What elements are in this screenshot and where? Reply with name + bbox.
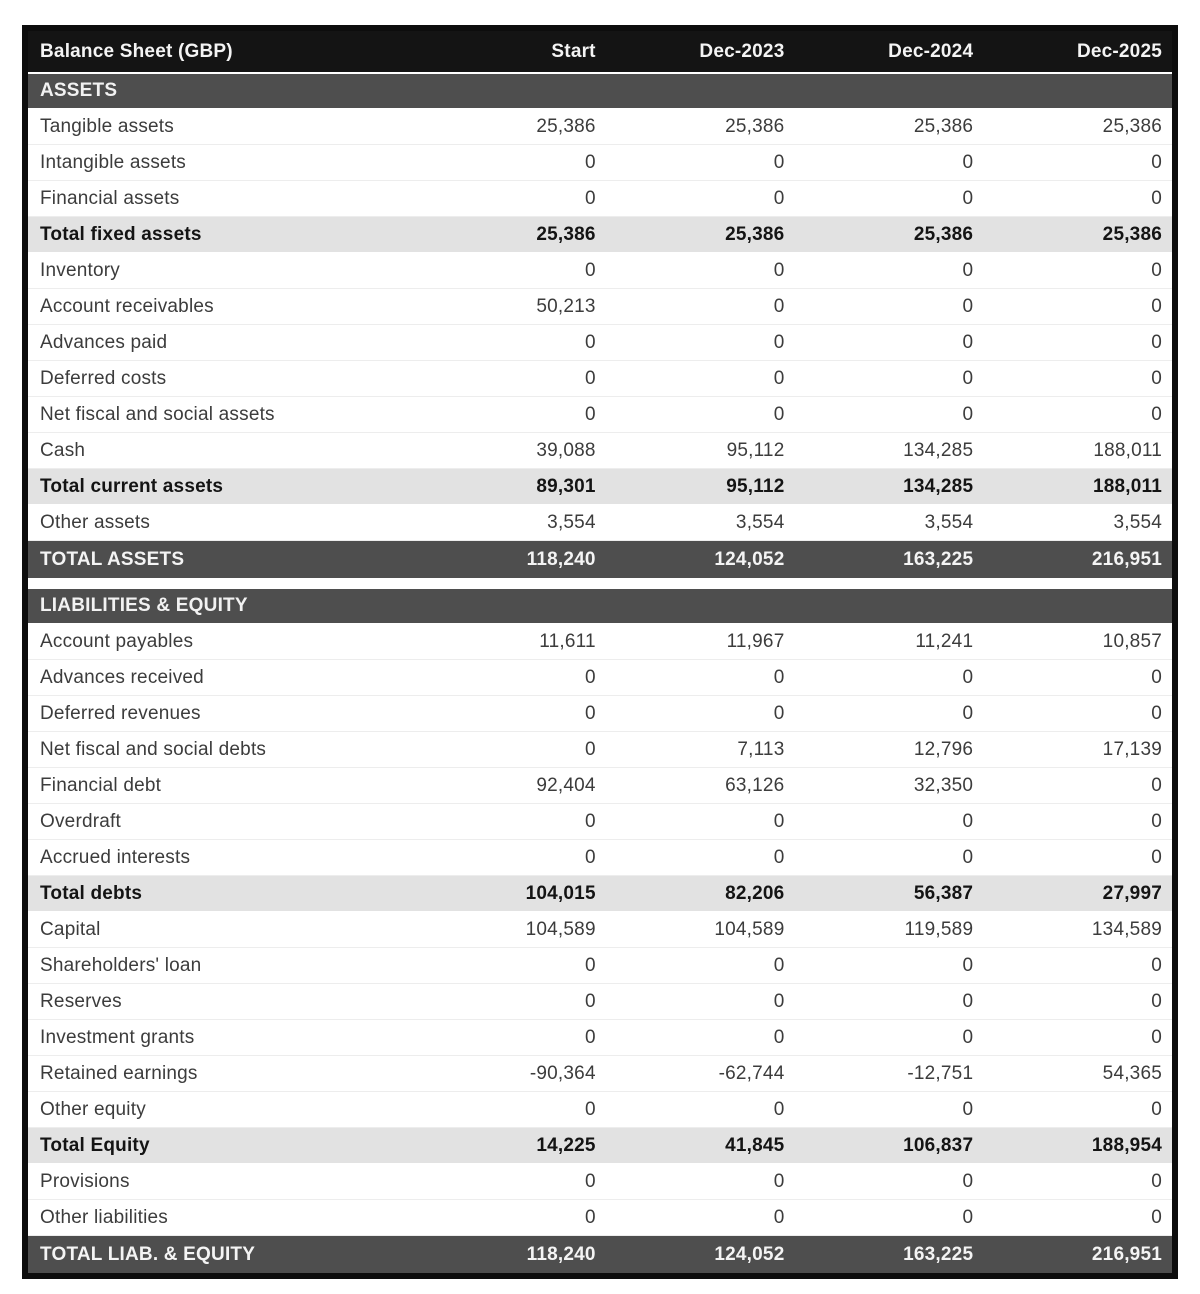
table-row	[28, 505, 1172, 541]
cell-value: 89,301	[417, 469, 606, 505]
cell-value: 134,589	[983, 912, 1172, 948]
column-header-dec2023: Dec-2023	[606, 31, 795, 73]
cell-value: 0	[794, 1092, 983, 1128]
cell-value: 0	[794, 840, 983, 876]
subtotal-row	[28, 217, 1172, 253]
row-label: Other equity	[28, 1092, 417, 1128]
subtotal-row	[28, 469, 1172, 505]
cell-value: 0	[417, 361, 606, 397]
cell-value: 0	[606, 361, 795, 397]
cell-value: -62,744	[606, 1056, 795, 1092]
cell-value: 0	[983, 253, 1172, 289]
cell-value: 11,241	[794, 624, 983, 660]
table-row	[28, 696, 1172, 732]
table-header-row	[28, 31, 1172, 73]
cell-value: 0	[606, 804, 795, 840]
cell-value: 119,589	[794, 912, 983, 948]
cell-value: 95,112	[606, 469, 795, 505]
table-row	[28, 840, 1172, 876]
cell-value: 41,845	[606, 1128, 795, 1164]
row-label: Accrued interests	[28, 840, 417, 876]
section-header-row	[28, 73, 1172, 109]
cell-value: 7,113	[606, 732, 795, 768]
cell-value: 3,554	[794, 505, 983, 541]
cell-value: 12,796	[794, 732, 983, 768]
cell-value: 56,387	[794, 876, 983, 912]
cell-value: 0	[606, 145, 795, 181]
cell-value: 0	[794, 660, 983, 696]
cell-value: 39,088	[417, 433, 606, 469]
cell-value: 104,589	[606, 912, 795, 948]
cell-value: 0	[983, 361, 1172, 397]
cell-value: 10,857	[983, 624, 1172, 660]
column-header-dec2024: Dec-2024	[794, 31, 983, 73]
cell-value: 0	[417, 984, 606, 1020]
cell-value: 0	[417, 145, 606, 181]
table-row	[28, 253, 1172, 289]
row-label: Total fixed assets	[28, 217, 417, 253]
row-label: Retained earnings	[28, 1056, 417, 1092]
cell-value: 0	[794, 1164, 983, 1200]
cell-value: 134,285	[794, 433, 983, 469]
cell-value: 0	[794, 253, 983, 289]
row-label: Net fiscal and social assets	[28, 397, 417, 433]
cell-value: 0	[983, 181, 1172, 217]
table-row	[28, 1164, 1172, 1200]
cell-value: 0	[417, 696, 606, 732]
cell-value: 25,386	[983, 217, 1172, 253]
cell-value: 0	[417, 1164, 606, 1200]
row-label: Intangible assets	[28, 145, 417, 181]
cell-value: 0	[983, 840, 1172, 876]
cell-value: 0	[606, 696, 795, 732]
cell-value: 11,967	[606, 624, 795, 660]
table-row	[28, 804, 1172, 840]
cell-value: 0	[417, 660, 606, 696]
cell-value: 25,386	[606, 109, 795, 145]
cell-value: 188,011	[983, 469, 1172, 505]
subtotal-row	[28, 876, 1172, 912]
cell-value: 0	[794, 1020, 983, 1056]
cell-value: 163,225	[794, 1236, 983, 1274]
total-row	[28, 541, 1172, 579]
cell-value: 0	[983, 1092, 1172, 1128]
cell-value: 118,240	[417, 1236, 606, 1274]
cell-value: 0	[983, 289, 1172, 325]
row-label: Total current assets	[28, 469, 417, 505]
table-row	[28, 912, 1172, 948]
cell-value: 0	[983, 1020, 1172, 1056]
cell-value: 25,386	[417, 109, 606, 145]
cell-value: 0	[983, 325, 1172, 361]
row-label: Overdraft	[28, 804, 417, 840]
cell-value: 188,011	[983, 433, 1172, 469]
cell-value: 0	[794, 145, 983, 181]
row-label: TOTAL LIAB. & EQUITY	[28, 1236, 417, 1274]
cell-value: 25,386	[606, 217, 795, 253]
cell-value: 0	[794, 361, 983, 397]
cell-value: 25,386	[794, 217, 983, 253]
cell-value: 163,225	[794, 541, 983, 579]
cell-value: 0	[417, 732, 606, 768]
cell-value: 92,404	[417, 768, 606, 804]
table-row	[28, 1200, 1172, 1236]
row-label: Financial debt	[28, 768, 417, 804]
cell-value: 0	[983, 984, 1172, 1020]
cell-value: 95,112	[606, 433, 795, 469]
table-row	[28, 397, 1172, 433]
cell-value: 0	[794, 1200, 983, 1236]
cell-value: 0	[794, 181, 983, 217]
cell-value: 0	[794, 397, 983, 433]
cell-value: 0	[606, 840, 795, 876]
table-row	[28, 660, 1172, 696]
table-title: Balance Sheet (GBP)	[28, 31, 417, 73]
row-label: Investment grants	[28, 1020, 417, 1056]
table-row	[28, 624, 1172, 660]
cell-value: 0	[983, 397, 1172, 433]
cell-value: 124,052	[606, 1236, 795, 1274]
cell-value: 63,126	[606, 768, 795, 804]
cell-value: 0	[794, 984, 983, 1020]
table-row	[28, 1056, 1172, 1092]
cell-value: 0	[983, 768, 1172, 804]
cell-value: 104,589	[417, 912, 606, 948]
cell-value: 14,225	[417, 1128, 606, 1164]
row-label: Deferred costs	[28, 361, 417, 397]
cell-value: 216,951	[983, 1236, 1172, 1274]
cell-value: 0	[983, 660, 1172, 696]
section-spacer	[28, 578, 1172, 588]
cell-value: 25,386	[417, 217, 606, 253]
total-row	[28, 1236, 1172, 1274]
cell-value: 216,951	[983, 541, 1172, 579]
cell-value: 0	[417, 181, 606, 217]
row-label: TOTAL ASSETS	[28, 541, 417, 579]
cell-value: 0	[983, 145, 1172, 181]
row-label: Total debts	[28, 876, 417, 912]
row-label: Tangible assets	[28, 109, 417, 145]
cell-value: 25,386	[794, 109, 983, 145]
cell-value: 0	[606, 325, 795, 361]
row-label: Inventory	[28, 253, 417, 289]
cell-value: -90,364	[417, 1056, 606, 1092]
row-label: Other liabilities	[28, 1200, 417, 1236]
cell-value: 0	[983, 1164, 1172, 1200]
row-label: Net fiscal and social debts	[28, 732, 417, 768]
table-row	[28, 732, 1172, 768]
row-label: Cash	[28, 433, 417, 469]
cell-value: 0	[794, 325, 983, 361]
cell-value: 0	[983, 696, 1172, 732]
row-label: Advances paid	[28, 325, 417, 361]
cell-value: 0	[417, 325, 606, 361]
row-label: Advances received	[28, 660, 417, 696]
cell-value: 54,365	[983, 1056, 1172, 1092]
cell-value: 0	[417, 1020, 606, 1056]
row-label: Shareholders' loan	[28, 948, 417, 984]
cell-value: 0	[606, 253, 795, 289]
cell-value: 3,554	[983, 505, 1172, 541]
cell-value: 82,206	[606, 876, 795, 912]
table-row	[28, 1020, 1172, 1056]
row-label: Deferred revenues	[28, 696, 417, 732]
balance-sheet-panel	[22, 25, 1178, 1279]
row-label: Capital	[28, 912, 417, 948]
cell-value: 0	[417, 1200, 606, 1236]
cell-value: 0	[417, 948, 606, 984]
table-row	[28, 325, 1172, 361]
cell-value: 0	[606, 181, 795, 217]
cell-value: 0	[417, 804, 606, 840]
cell-value: 0	[794, 948, 983, 984]
cell-value: 106,837	[794, 1128, 983, 1164]
cell-value: 25,386	[983, 109, 1172, 145]
row-label: Other assets	[28, 505, 417, 541]
table-row	[28, 948, 1172, 984]
balance-sheet-table	[28, 31, 1172, 1273]
table-row	[28, 433, 1172, 469]
cell-value: 27,997	[983, 876, 1172, 912]
cell-value: 0	[417, 253, 606, 289]
subtotal-row	[28, 1128, 1172, 1164]
row-label: Total Equity	[28, 1128, 417, 1164]
cell-value: 0	[794, 804, 983, 840]
cell-value: 0	[606, 1020, 795, 1056]
table-row	[28, 361, 1172, 397]
cell-value: 0	[606, 660, 795, 696]
cell-value: 0	[606, 984, 795, 1020]
cell-value: 32,350	[794, 768, 983, 804]
cell-value: 188,954	[983, 1128, 1172, 1164]
cell-value: -12,751	[794, 1056, 983, 1092]
cell-value: 0	[606, 1092, 795, 1128]
row-label: Provisions	[28, 1164, 417, 1200]
table-row	[28, 145, 1172, 181]
table-row	[28, 984, 1172, 1020]
cell-value: 3,554	[606, 505, 795, 541]
section-header-label: LIABILITIES & EQUITY	[28, 588, 1172, 624]
row-label: Account receivables	[28, 289, 417, 325]
column-header-dec2025: Dec-2025	[983, 31, 1172, 73]
cell-value: 17,139	[983, 732, 1172, 768]
cell-value: 0	[417, 1092, 606, 1128]
cell-value: 0	[606, 948, 795, 984]
cell-value: 124,052	[606, 541, 795, 579]
table-row	[28, 181, 1172, 217]
table-row	[28, 1092, 1172, 1128]
cell-value: 3,554	[417, 505, 606, 541]
section-header-label: ASSETS	[28, 73, 1172, 109]
cell-value: 0	[606, 1200, 795, 1236]
cell-value: 0	[417, 397, 606, 433]
cell-value: 104,015	[417, 876, 606, 912]
spacer-cell	[28, 578, 1172, 588]
row-label: Account payables	[28, 624, 417, 660]
row-label: Financial assets	[28, 181, 417, 217]
cell-value: 0	[606, 397, 795, 433]
row-label: Reserves	[28, 984, 417, 1020]
cell-value: 0	[417, 840, 606, 876]
cell-value: 118,240	[417, 541, 606, 579]
table-row	[28, 289, 1172, 325]
cell-value: 0	[983, 804, 1172, 840]
cell-value: 134,285	[794, 469, 983, 505]
table-row	[28, 109, 1172, 145]
cell-value: 0	[983, 948, 1172, 984]
cell-value: 50,213	[417, 289, 606, 325]
cell-value: 0	[606, 289, 795, 325]
cell-value: 0	[606, 1164, 795, 1200]
column-header-start: Start	[417, 31, 606, 73]
cell-value: 0	[794, 289, 983, 325]
cell-value: 0	[794, 696, 983, 732]
cell-value: 0	[983, 1200, 1172, 1236]
table-row	[28, 768, 1172, 804]
cell-value: 11,611	[417, 624, 606, 660]
section-header-row	[28, 588, 1172, 624]
